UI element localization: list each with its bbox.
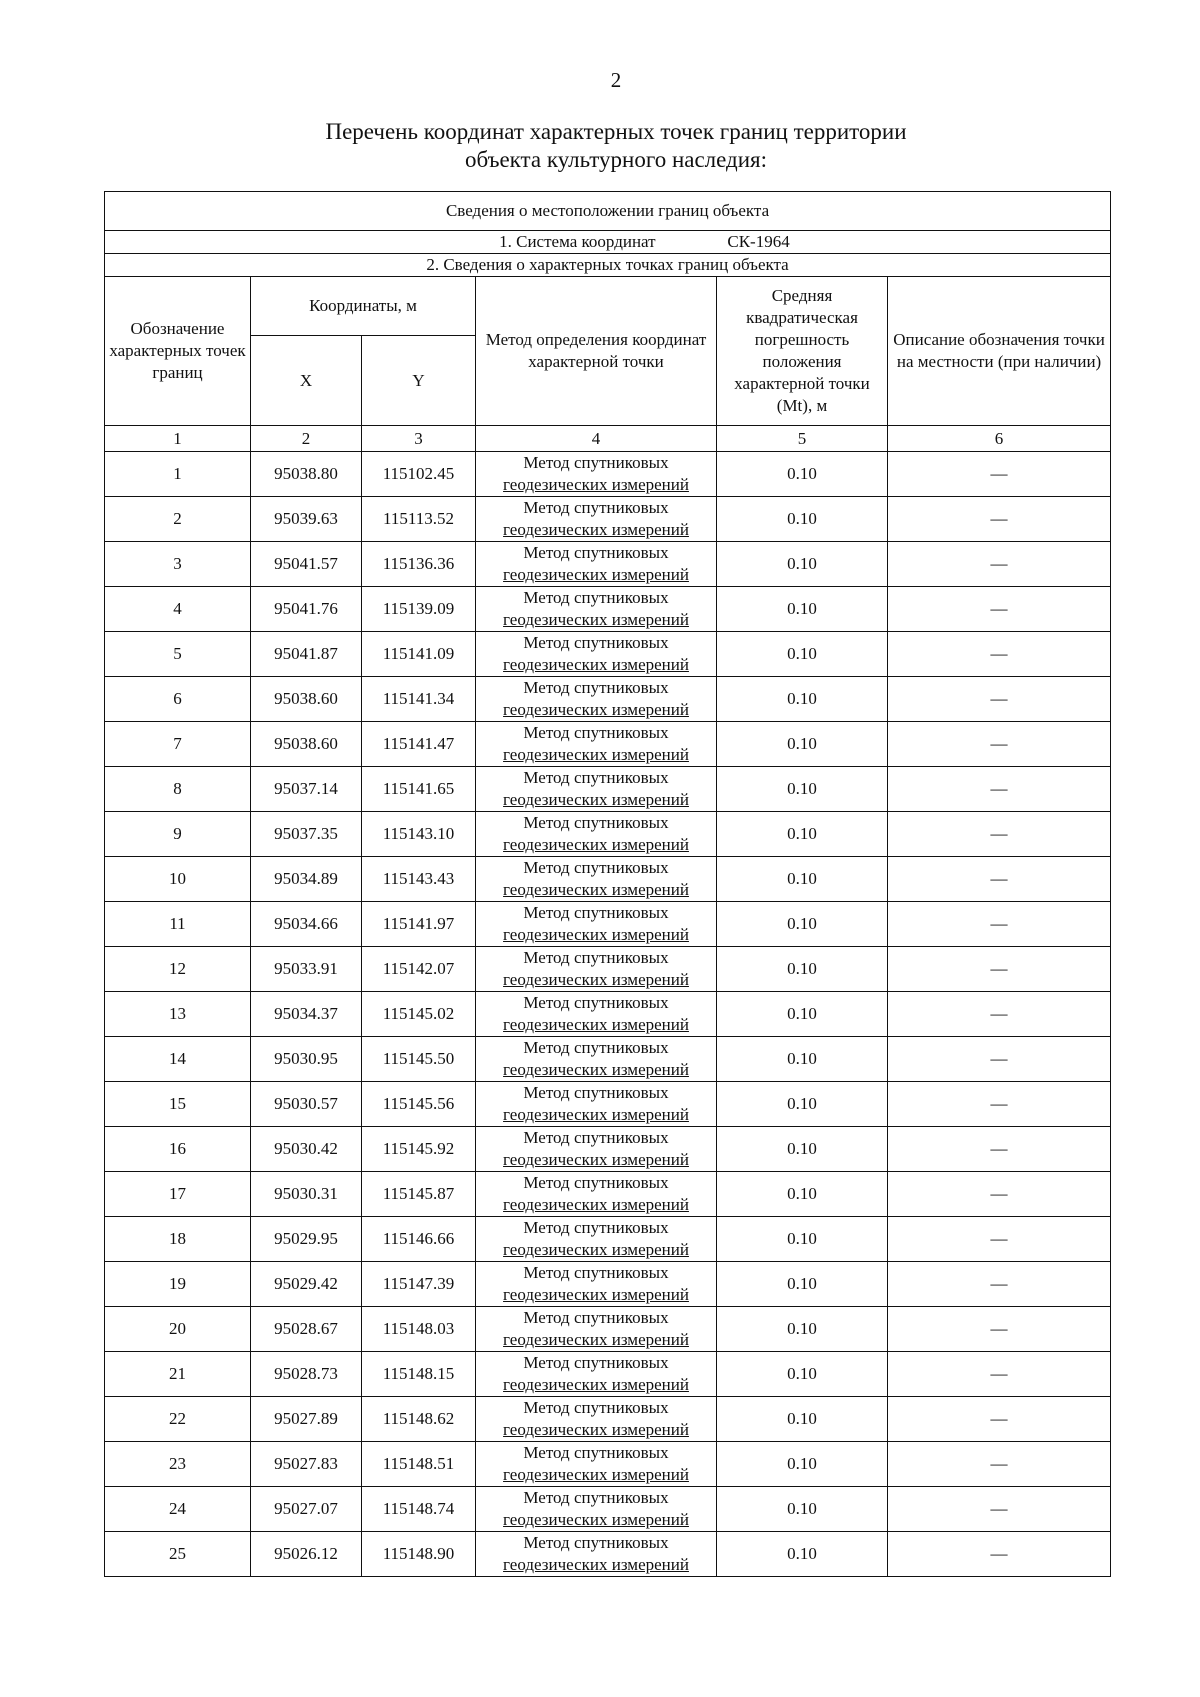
error-cell: 0.10 (717, 677, 888, 722)
method-line-2: геодезических измерений (503, 610, 689, 629)
table-banner-row (105, 192, 1111, 231)
y-coordinate-cell: 115146.66 (362, 1217, 476, 1262)
y-coordinate-cell: 115148.90 (362, 1532, 476, 1577)
description-cell: — (888, 1532, 1111, 1577)
description-cell: — (888, 632, 1111, 677)
error-cell: 0.10 (717, 902, 888, 947)
method-cell (476, 992, 717, 1037)
y-coordinate-cell: 115102.45 (362, 452, 476, 497)
point-id-cell: 9 (105, 812, 251, 857)
coordinates-table (104, 191, 1111, 1577)
method-line-1: Метод спутниковых (523, 1038, 669, 1057)
column-number: 2 (251, 426, 362, 452)
table-row (105, 497, 1111, 542)
header-description: Описание обозначения точки на местности (при наличии) (888, 277, 1111, 426)
method-line-2: геодезических измерений (503, 565, 689, 584)
point-id-cell: 15 (105, 1082, 251, 1127)
method-line-2: геодезических измерений (503, 475, 689, 494)
column-number: 6 (888, 426, 1111, 452)
method-line-1: Метод спутниковых (523, 903, 669, 922)
y-coordinate-cell: 115145.02 (362, 992, 476, 1037)
description-cell: — (888, 1217, 1111, 1262)
error-cell: 0.10 (717, 452, 888, 497)
description-cell: — (888, 902, 1111, 947)
method-line-2: геодезических измерений (503, 1555, 689, 1574)
point-id-cell: 16 (105, 1127, 251, 1172)
method-line-2: геодезических измерений (503, 1195, 689, 1214)
y-coordinate-cell: 115145.56 (362, 1082, 476, 1127)
method-line-2: геодезических измерений (503, 1285, 689, 1304)
y-coordinate-cell: 115141.09 (362, 632, 476, 677)
method-cell (476, 677, 717, 722)
y-coordinate-cell: 115148.62 (362, 1397, 476, 1442)
method-line-1: Метод спутниковых (523, 813, 669, 832)
method-line-1: Метод спутниковых (523, 633, 669, 652)
x-coordinate-cell: 95028.67 (251, 1307, 362, 1352)
point-id-cell: 13 (105, 992, 251, 1037)
error-cell: 0.10 (717, 1262, 888, 1307)
method-line-1: Метод спутниковых (523, 1353, 669, 1372)
method-cell (476, 767, 717, 812)
y-coordinate-cell: 115145.87 (362, 1172, 476, 1217)
table-row (105, 1172, 1111, 1217)
method-line-2: геодезических измерений (503, 745, 689, 764)
x-coordinate-cell: 95030.31 (251, 1172, 362, 1217)
description-cell: — (888, 677, 1111, 722)
coord-system-cell (105, 231, 1111, 254)
y-coordinate-cell: 115139.09 (362, 587, 476, 632)
description-cell: — (888, 947, 1111, 992)
table-row (105, 857, 1111, 902)
y-coordinate-cell: 115148.51 (362, 1442, 476, 1487)
method-line-1: Метод спутниковых (523, 1488, 669, 1507)
point-id-cell: 7 (105, 722, 251, 767)
y-coordinate-cell: 115141.34 (362, 677, 476, 722)
method-line-2: геодезических измерений (503, 1465, 689, 1484)
point-id-cell: 4 (105, 587, 251, 632)
description-cell: — (888, 1172, 1111, 1217)
x-coordinate-cell: 95037.14 (251, 767, 362, 812)
table-row (105, 587, 1111, 632)
method-line-2: геодезических измерений (503, 1150, 689, 1169)
method-cell (476, 1127, 717, 1172)
x-coordinate-cell: 95030.57 (251, 1082, 362, 1127)
method-cell (476, 1307, 717, 1352)
page-number: 2 (610, 68, 622, 92)
y-coordinate-cell: 115147.39 (362, 1262, 476, 1307)
coord-system-row (105, 231, 1111, 254)
header-y: Y (362, 336, 476, 426)
method-cell (476, 947, 717, 992)
y-coordinate-cell: 115143.10 (362, 812, 476, 857)
description-cell: — (888, 812, 1111, 857)
method-line-1: Метод спутниковых (523, 1533, 669, 1552)
error-cell: 0.10 (717, 992, 888, 1037)
table-row (105, 1352, 1111, 1397)
method-line-1: Метод спутниковых (523, 1398, 669, 1417)
table-row (105, 767, 1111, 812)
x-coordinate-cell: 95034.89 (251, 857, 362, 902)
error-cell: 0.10 (717, 632, 888, 677)
coord-system-label: 1. Система координат (499, 232, 656, 251)
point-id-cell: 5 (105, 632, 251, 677)
error-cell: 0.10 (717, 812, 888, 857)
point-id-cell: 18 (105, 1217, 251, 1262)
table-row (105, 1037, 1111, 1082)
description-cell: — (888, 497, 1111, 542)
description-cell: — (888, 1082, 1111, 1127)
method-line-2: геодезических измерений (503, 1330, 689, 1349)
x-coordinate-cell: 95034.37 (251, 992, 362, 1037)
method-line-1: Метод спутниковых (523, 498, 669, 517)
y-coordinate-cell: 115148.03 (362, 1307, 476, 1352)
column-number: 3 (362, 426, 476, 452)
table-row (105, 1217, 1111, 1262)
method-line-2: геодезических измерений (503, 655, 689, 674)
method-line-2: геодезических измерений (503, 790, 689, 809)
table-row (105, 452, 1111, 497)
error-cell: 0.10 (717, 722, 888, 767)
method-cell (476, 1037, 717, 1082)
title-line-1: Перечень координат характерных точек границ территории (325, 119, 907, 144)
method-line-1: Метод спутниковых (523, 858, 669, 877)
point-id-cell: 2 (105, 497, 251, 542)
y-coordinate-cell: 115141.47 (362, 722, 476, 767)
error-cell: 0.10 (717, 1307, 888, 1352)
description-cell: — (888, 767, 1111, 812)
method-line-2: геодезических измерений (503, 1420, 689, 1439)
table-row (105, 722, 1111, 767)
method-line-2: геодезических измерений (503, 1015, 689, 1034)
error-cell: 0.10 (717, 1397, 888, 1442)
table-row (105, 1082, 1111, 1127)
y-coordinate-cell: 115143.43 (362, 857, 476, 902)
method-line-1: Метод спутниковых (523, 1128, 669, 1147)
x-coordinate-cell: 95027.07 (251, 1487, 362, 1532)
method-line-2: геодезических измерений (503, 520, 689, 539)
description-cell: — (888, 1037, 1111, 1082)
method-line-2: геодезических измерений (503, 880, 689, 899)
table-banner: Сведения о местоположении границ объекта (105, 192, 1111, 231)
method-cell (476, 632, 717, 677)
error-cell: 0.10 (717, 1217, 888, 1262)
error-cell: 0.10 (717, 1127, 888, 1172)
table-row (105, 992, 1111, 1037)
point-id-cell: 10 (105, 857, 251, 902)
method-cell (476, 1442, 717, 1487)
method-cell (476, 542, 717, 587)
method-cell (476, 452, 717, 497)
y-coordinate-cell: 115145.92 (362, 1127, 476, 1172)
method-line-2: геодезических измерений (503, 925, 689, 944)
point-id-cell: 17 (105, 1172, 251, 1217)
error-cell: 0.10 (717, 947, 888, 992)
y-coordinate-cell: 115113.52 (362, 497, 476, 542)
x-coordinate-cell: 95034.66 (251, 902, 362, 947)
x-coordinate-cell: 95028.73 (251, 1352, 362, 1397)
point-id-cell: 14 (105, 1037, 251, 1082)
method-cell (476, 1487, 717, 1532)
x-coordinate-cell: 95041.87 (251, 632, 362, 677)
table-row (105, 1127, 1111, 1172)
x-coordinate-cell: 95026.12 (251, 1532, 362, 1577)
header-row-1 (105, 277, 1111, 336)
x-coordinate-cell: 95029.42 (251, 1262, 362, 1307)
x-coordinate-cell: 95027.89 (251, 1397, 362, 1442)
description-cell: — (888, 722, 1111, 767)
column-numbers-row (105, 426, 1111, 452)
x-coordinate-cell: 95041.76 (251, 587, 362, 632)
x-coordinate-cell: 95033.91 (251, 947, 362, 992)
y-coordinate-cell: 115136.36 (362, 542, 476, 587)
header-x: X (251, 336, 362, 426)
method-line-2: геодезических измерений (503, 1240, 689, 1259)
method-line-2: геодезических измерений (503, 970, 689, 989)
description-cell: — (888, 1397, 1111, 1442)
y-coordinate-cell: 115141.65 (362, 767, 476, 812)
table-row (105, 1442, 1111, 1487)
method-line-1: Метод спутниковых (523, 993, 669, 1012)
point-id-cell: 22 (105, 1397, 251, 1442)
error-cell: 0.10 (717, 1442, 888, 1487)
table-row (105, 1397, 1111, 1442)
description-cell: — (888, 542, 1111, 587)
document-title (0, 118, 1200, 174)
error-cell: 0.10 (717, 1172, 888, 1217)
table-row (105, 947, 1111, 992)
header-coordinates: Координаты, м (251, 277, 476, 336)
y-coordinate-cell: 115145.50 (362, 1037, 476, 1082)
table-row (105, 1307, 1111, 1352)
error-cell: 0.10 (717, 542, 888, 587)
method-cell (476, 812, 717, 857)
points-section-label: 2. Сведения о характерных точках границ объекта (105, 254, 1111, 277)
description-cell: — (888, 1307, 1111, 1352)
method-line-1: Метод спутниковых (523, 723, 669, 742)
x-coordinate-cell: 95038.60 (251, 677, 362, 722)
coord-system-value: СК-1964 (727, 232, 790, 251)
error-cell: 0.10 (717, 767, 888, 812)
description-cell: — (888, 1352, 1111, 1397)
point-id-cell: 8 (105, 767, 251, 812)
error-cell: 0.10 (717, 1037, 888, 1082)
description-cell: — (888, 1262, 1111, 1307)
header-method: Метод определения координат характерной точки (476, 277, 717, 426)
x-coordinate-cell: 95039.63 (251, 497, 362, 542)
table-row (105, 1262, 1111, 1307)
point-id-cell: 6 (105, 677, 251, 722)
y-coordinate-cell: 115142.07 (362, 947, 476, 992)
method-cell (476, 1352, 717, 1397)
method-line-1: Метод спутниковых (523, 1443, 669, 1462)
description-cell: — (888, 1127, 1111, 1172)
x-coordinate-cell: 95041.57 (251, 542, 362, 587)
error-cell: 0.10 (717, 587, 888, 632)
table-row (105, 902, 1111, 947)
point-id-cell: 1 (105, 452, 251, 497)
point-id-cell: 21 (105, 1352, 251, 1397)
method-cell (476, 1532, 717, 1577)
method-line-1: Метод спутниковых (523, 1263, 669, 1282)
error-cell: 0.10 (717, 1487, 888, 1532)
method-line-2: геодезических измерений (503, 700, 689, 719)
method-cell (476, 587, 717, 632)
point-id-cell: 12 (105, 947, 251, 992)
point-id-cell: 24 (105, 1487, 251, 1532)
method-line-1: Метод спутниковых (523, 768, 669, 787)
method-line-1: Метод спутниковых (523, 588, 669, 607)
method-cell (476, 857, 717, 902)
x-coordinate-cell: 95030.95 (251, 1037, 362, 1082)
method-line-1: Метод спутниковых (523, 543, 669, 562)
title-line-2: объекта культурного наследия: (464, 147, 768, 172)
header-error: Средняя квадратическая погрешность положения характерной точки (Mt), м (717, 277, 888, 426)
y-coordinate-cell: 115148.15 (362, 1352, 476, 1397)
error-cell: 0.10 (717, 497, 888, 542)
point-id-cell: 11 (105, 902, 251, 947)
x-coordinate-cell: 95027.83 (251, 1442, 362, 1487)
description-cell: — (888, 1487, 1111, 1532)
method-cell (476, 1172, 717, 1217)
header-designation: Обозначение характерных точек границ (105, 277, 251, 426)
error-cell: 0.10 (717, 1352, 888, 1397)
x-coordinate-cell: 95029.95 (251, 1217, 362, 1262)
y-coordinate-cell: 115141.97 (362, 902, 476, 947)
method-line-2: геодезических измерений (503, 1060, 689, 1079)
table-row (105, 1487, 1111, 1532)
method-line-1: Метод спутниковых (523, 678, 669, 697)
point-id-cell: 20 (105, 1307, 251, 1352)
method-line-1: Метод спутниковых (523, 1173, 669, 1192)
column-number: 5 (717, 426, 888, 452)
table-row (105, 1532, 1111, 1577)
method-line-2: геодезических измерений (503, 1105, 689, 1124)
point-id-cell: 25 (105, 1532, 251, 1577)
description-cell: — (888, 587, 1111, 632)
x-coordinate-cell: 95037.35 (251, 812, 362, 857)
x-coordinate-cell: 95038.60 (251, 722, 362, 767)
method-line-2: геодезических измерений (503, 1510, 689, 1529)
description-cell: — (888, 857, 1111, 902)
table-row (105, 812, 1111, 857)
point-id-cell: 3 (105, 542, 251, 587)
method-cell (476, 1397, 717, 1442)
y-coordinate-cell: 115148.74 (362, 1487, 476, 1532)
description-cell: — (888, 1442, 1111, 1487)
method-line-1: Метод спутниковых (523, 948, 669, 967)
point-id-cell: 23 (105, 1442, 251, 1487)
method-line-1: Метод спутниковых (523, 1218, 669, 1237)
method-line-2: геодезических измерений (503, 1375, 689, 1394)
error-cell: 0.10 (717, 1532, 888, 1577)
method-cell (476, 1082, 717, 1127)
column-number: 1 (105, 426, 251, 452)
method-cell (476, 722, 717, 767)
table-row (105, 677, 1111, 722)
method-line-1: Метод спутниковых (523, 1308, 669, 1327)
column-number: 4 (476, 426, 717, 452)
x-coordinate-cell: 95038.80 (251, 452, 362, 497)
x-coordinate-cell: 95030.42 (251, 1127, 362, 1172)
method-line-2: геодезических измерений (503, 835, 689, 854)
error-cell: 0.10 (717, 1082, 888, 1127)
description-cell: — (888, 452, 1111, 497)
method-cell (476, 902, 717, 947)
method-cell (476, 497, 717, 542)
table-row (105, 542, 1111, 587)
method-cell (476, 1217, 717, 1262)
point-id-cell: 19 (105, 1262, 251, 1307)
method-line-1: Метод спутниковых (523, 453, 669, 472)
table-row (105, 632, 1111, 677)
description-cell: — (888, 992, 1111, 1037)
method-line-1: Метод спутниковых (523, 1083, 669, 1102)
error-cell: 0.10 (717, 857, 888, 902)
method-cell (476, 1262, 717, 1307)
points-section-row (105, 254, 1111, 277)
